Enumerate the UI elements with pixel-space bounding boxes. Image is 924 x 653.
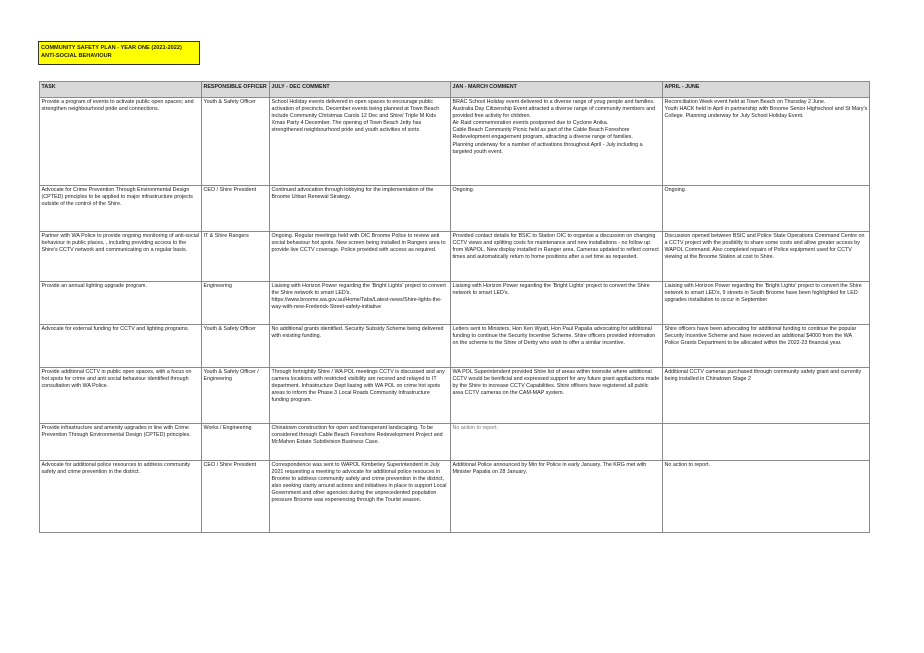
responsible-officer-cell: Youth & Safety Officer [202,325,270,368]
header-responsible-officer: RESPONSIBLE OFFICER [202,82,270,98]
plan-title-box [38,41,200,65]
table-row [40,232,870,282]
apr-jun-comment-cell: Shire officers have been advocating for additional funding to continue the popular Security Incentive Scheme and have recieved an additional $4000 from the WA Police Grants Department to be allocated within the 2022-23 financial year. [663,325,870,368]
task-cell: Partner with WA Police to provide ongoing monitoring of anti-social behaviour in public places, , including providing access to the Shire's CCTV network and communicating on a regular basis. [40,232,202,282]
jan-mar-comment-cell: Letters sent to Ministers, Hon Ken Wyatt, Hon Paul Papalia advocating for additional funding to continue the Security Incentive Scheme. Shire officers provided information on the scheme to the Shire of Derby who wish to offer a similar incentive. [451,325,663,368]
table-row [40,325,870,368]
header-jan-mar: JAN - MARCH COMMENT [451,82,663,98]
table-row [40,461,870,533]
task-cell: Provide an annual lighting upgrade program. [40,282,202,325]
apr-jun-comment-cell: No action to report. [663,461,870,533]
table-row [40,282,870,325]
responsible-officer-cell: CEO / Shire President [202,186,270,232]
task-cell: Provide a program of events to activate public open spaces; and strengthen neighbourhood pride and connections. [40,98,202,186]
apr-jun-comment-cell: Additional CCTV cameras purchased through community safety grant and currently being installed in Chinatown Stage 2 [663,368,870,424]
jan-mar-comment-cell: No action to report. [451,424,663,461]
jul-dec-comment-cell: Correspondence was sent to WAPOL Kimberley Superintendent in July 2021 requesting a meeting to advocate for additional police resouces in Broome to address community safety and crime prevention in the district, also seeking clarity around actions and initiatives in place to support Local Government and other agencies during the unprecedented population pressure Broome was experiencing through the Tourist season. [270,461,451,533]
task-cell: Advocate for external funding for CCTV and lighting programs. [40,325,202,368]
table-body [40,98,870,533]
responsible-officer-cell: CEO / Shire President [202,461,270,533]
task-cell: Advocate for Crime Prevention Through Environmental Design (CPTED) principles to be applied to major infrastructure projects outside of the control of the Shire. [40,186,202,232]
responsible-officer-cell: IT & Shire Rangers [202,232,270,282]
safety-plan-table [39,81,870,533]
header-apr-jun: APRIL - JUNE [663,82,870,98]
jul-dec-comment-cell: Liaising with Horizon Power regarding the 'Bright Lights' project to convert the Shire network to smart LED's. https://www.broome.wa.gov.au/Home/Tabs/Latest-news/Shire-lights-the-way-with-new-Frederick-Street-safety-initiative [270,282,451,325]
task-cell: Advocate for additional police resources to address community safety and crime prevention in the district. [40,461,202,533]
apr-jun-comment-cell: Reconciliation Week event held at Town Beach on Thursday 2 June. Youth HACK held in April in partnership with Broome Senior Highschool and St Mary's College. Planning underway for July School Holiday Event. [663,98,870,186]
jul-dec-comment-cell: Ongoing. Regular meetings held with OIC Broome Police to review anti social behaviour hot spots. New screen being installed in Rangers area to provide live CCTV coverage. Police provided with access as required. [270,232,451,282]
table-row [40,186,870,232]
responsible-officer-cell: Youth & Safety Officer / Engineering [202,368,270,424]
apr-jun-comment-cell: Liaising with Horizon Power regarding the 'Bright Lights' project to convert the Shire network to smart LED's, 9 streets in South Broome have been highlighted for LED upgrades installation to occur in September [663,282,870,325]
table-row [40,424,870,461]
apr-jun-comment-cell: Discussion opened between BSIC and Police State Operations Command Centre on a CCTV project with the posibility to share some costs and allow greater access by WAPOL Command. Also completed repairs of Police equipment used for CCTV viewing at the Broome Station at cost to Shire. [663,232,870,282]
jul-dec-comment-cell: School Holiday events delivered in open spaces to encourage public activation of precincts. December events being planned at Town Beach include Community Christmas Carols 12 Dec and Shire/ Triple M Kids Xmas Party 4 December. The opening of Town Beach Jetty has strengthened neighbourhood pride and youth activities of sorts [270,98,451,186]
table-header-row [40,82,870,98]
jan-mar-comment-cell: WA POL Superintendent provided Shire list of areas within townsite where additional CCTV would be benificial and expressed support for any future grant appliactions made by the Shire to increase CCTV Capabilities. Shire officers have registered all public area CCTV cameras on the CAM-MAP system. [451,368,663,424]
jan-mar-comment-cell: Liaising with Horizon Power regarding the 'Bright Lights' project to convert the Shire network to smart LED's. [451,282,663,325]
task-cell: Provide additional CCTV in public open spaces, with a focus on hot spots for crime and anti social behaviour identified through consultation with WA Police. [40,368,202,424]
jul-dec-comment-cell: Continued advocation through lobbying for the implementation of the Broome Urban Renewal Strategy. [270,186,451,232]
jul-dec-comment-cell: No additional grants identified. Security Subsidy Scheme being delivered with existing funding. [270,325,451,368]
plan-subtitle: ANTI-SOCIAL BEHAVIOUR [41,53,112,59]
plan-title: COMMUNITY SAFETY PLAN - YEAR ONE (2021-2022) [41,45,182,51]
jul-dec-comment-cell: Through fortnightly Shire / WA POL meetings CCTV is discussed and any camera locations with restricted visibility are recored and relayed to IT department. Infrastructure Dept liasing with WA POL on crime hot spots areas to inform the Phase 3 Local Roads Community Infrastructure funding program. [270,368,451,424]
jan-mar-comment-cell: BRAC School Holiday event delivered to a diverse range of youg people and families. Australia Day Citizenship Event attracted a diverse range of community members and provided free activity for children. Air Raid commemoration events postponed due to Cyclone Anika. Cable Beach Community Picnic held as part of the Cable Beach Foreshore Redevelopment engagement program, attracting a diverse range of families. Planning underway for a number of activations throughout April - July including a targeted youth event. [451,98,663,186]
table-row [40,368,870,424]
responsible-officer-cell: Engineering [202,282,270,325]
header-task: TASK [40,82,202,98]
task-cell: Provide infrastructure and amenity upgrades in line with Crime Prevention Through Environmental Design (CPTED) principles. [40,424,202,461]
header-jul-dec: JULY - DEC COMMENT [270,82,451,98]
responsible-officer-cell: Youth & Safety Officer [202,98,270,186]
apr-jun-comment-cell: Ongoing. [663,186,870,232]
apr-jun-comment-cell [663,424,870,461]
responsible-officer-cell: Works / Engineering [202,424,270,461]
jan-mar-comment-cell: Provided contact details for BSIC to Station OIC to organise a discussion on changing CCTV views and splitting costs for maintenance and new installations - no follow up from WAPOL. New display installed in Ranger area. Cameras updated to reflect correct times and automatically return to home positions after a set time as requested. [451,232,663,282]
jan-mar-comment-cell: Additional Police announced by Min for Police in early January. The KRG met with Minister Papalia on 28 January. [451,461,663,533]
jul-dec-comment-cell: Chinatown construction for open and transperant landscaping. To be considered through Cable Beach Foreshore Redevelopment Project and McMahon Estate Subdivision Business Case. [270,424,451,461]
table-row [40,98,870,186]
jan-mar-comment-cell: Ongoing. [451,186,663,232]
